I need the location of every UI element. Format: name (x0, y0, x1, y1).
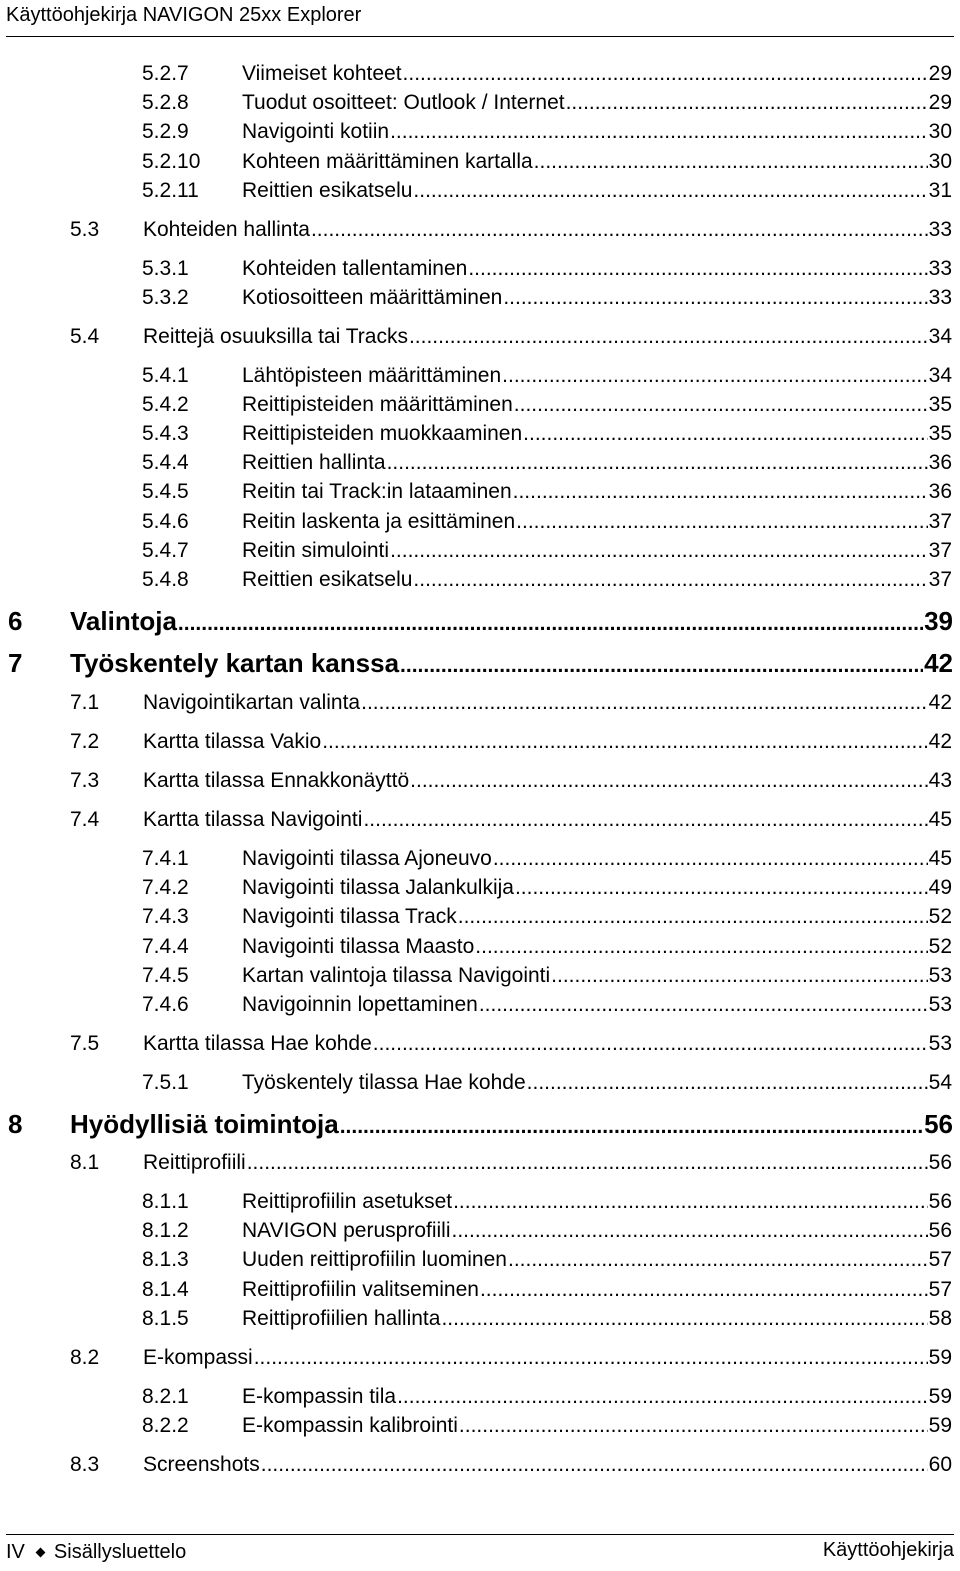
toc-entry-page: 37 (928, 568, 952, 591)
dot-leader (479, 993, 928, 1017)
toc-entry-number: 7.4 (70, 808, 100, 831)
toc-entry-page: 31 (928, 179, 952, 202)
dot-leader (413, 179, 927, 203)
toc-entry-number: 5.4.8 (142, 568, 189, 591)
toc-entry-page: 35 (928, 422, 952, 445)
toc-entry-number: 8.2.1 (142, 1385, 189, 1408)
toc-entry-title: Reitin laskenta ja esittäminen (242, 510, 516, 533)
dot-leader (527, 1071, 928, 1095)
toc-entry-page: 33 (928, 286, 952, 309)
dot-leader (493, 847, 928, 871)
toc-entry-title: Navigoinnin lopettaminen (242, 993, 478, 1016)
toc-entry-title: Reittien hallinta (242, 451, 386, 474)
toc-entry-page: 34 (928, 364, 952, 387)
toc-entry-page: 59 (928, 1385, 952, 1408)
dot-leader (458, 905, 928, 929)
toc-entry-title: Navigointi tilassa Track (242, 905, 457, 928)
dot-leader (459, 1414, 928, 1438)
dot-leader (311, 218, 928, 242)
toc-entry-page: 35 (928, 393, 952, 416)
toc-entry[interactable] (142, 1385, 952, 1409)
toc-entry-page: 56 (924, 1109, 953, 1139)
dot-leader (178, 612, 923, 636)
diamond-separator-icon (35, 1547, 45, 1557)
dot-leader (468, 257, 927, 281)
toc-entry[interactable] (142, 179, 952, 203)
footer-doc-name: Käyttöohjekirja (822, 1539, 954, 1561)
toc-entry[interactable] (70, 218, 952, 242)
dot-leader (340, 1115, 923, 1139)
toc-entry-page: 60 (928, 1453, 952, 1476)
dot-leader (390, 539, 928, 563)
toc-entry-page: 59 (928, 1346, 952, 1369)
toc-entry-page: 49 (928, 876, 952, 899)
toc-entry-page: 52 (928, 935, 952, 958)
toc-entry-number: 5.4 (70, 325, 100, 348)
dot-leader (373, 1032, 928, 1056)
toc-entry-title: Navigointi tilassa Maasto (242, 935, 475, 958)
toc-entry[interactable] (142, 510, 952, 534)
dot-leader (516, 510, 927, 534)
toc-entry-title: Kartta tilassa Navigointi (143, 808, 363, 831)
toc-entry-number: 7.5 (70, 1032, 100, 1055)
toc-entry[interactable] (142, 62, 952, 86)
toc-entry-page: 45 (928, 847, 952, 870)
toc-entry-page: 58 (928, 1307, 952, 1330)
toc-entry-page: 57 (928, 1278, 952, 1301)
toc-entry-number: 7.3 (70, 769, 100, 792)
toc-entry-number: 5.2.11 (142, 179, 199, 202)
toc-entry-page: 56 (928, 1219, 952, 1242)
toc-entry[interactable] (70, 325, 952, 349)
toc-entry[interactable] (142, 480, 952, 504)
toc-entry-title: Uuden reittiprofiilin luominen (242, 1248, 507, 1271)
toc-entry-number: 8.1.3 (142, 1248, 189, 1271)
toc-entry-page: 54 (928, 1071, 952, 1094)
toc-entry-page: 34 (928, 325, 952, 348)
toc-entry-page: 37 (928, 510, 952, 533)
toc-entry[interactable] (142, 568, 952, 592)
toc-entry-title: Navigointi tilassa Ajoneuvo (242, 847, 492, 870)
toc-entry[interactable] (142, 422, 952, 446)
toc-entry-number: 5.3 (70, 218, 100, 241)
toc-entry-title: Reittipisteiden muokkaaminen (242, 422, 523, 445)
toc-entry-page: 33 (928, 218, 952, 241)
toc-entry[interactable] (142, 150, 952, 174)
toc-entry-title: NAVIGON perusprofiili (242, 1219, 451, 1242)
toc-entry-number: 5.4.5 (142, 480, 189, 503)
toc-entry[interactable] (142, 1414, 952, 1438)
toc-entry-page: 39 (924, 606, 953, 636)
toc-entry-title: E-kompassin kalibrointi (242, 1414, 458, 1437)
toc-entry-number: 5.2.8 (142, 91, 189, 114)
toc-entry-page: 30 (928, 150, 952, 173)
dot-leader (480, 1278, 928, 1302)
toc-entry[interactable] (142, 451, 952, 475)
toc-entry-title: Screenshots (143, 1453, 260, 1476)
toc-entry-number: 5.2.10 (142, 150, 201, 173)
toc-entry-title: Kartta tilassa Hae kohde (143, 1032, 372, 1055)
toc-entry[interactable] (142, 539, 952, 563)
dot-leader (514, 393, 928, 417)
toc-entry-number: 6 (8, 606, 23, 636)
toc-entry[interactable] (70, 808, 952, 832)
toc-entry-number: 5.4.1 (142, 364, 189, 387)
toc-entry-title: Lähtöpisteen määrittäminen (242, 364, 502, 387)
toc-entry-number: 8.1.5 (142, 1307, 189, 1330)
dot-leader (452, 1219, 928, 1243)
toc-entry[interactable] (142, 364, 952, 388)
toc-entry[interactable] (142, 993, 952, 1017)
dot-leader (503, 286, 927, 310)
toc-entry-title: Kotiosoitteen määrittäminen (242, 286, 503, 309)
toc-entry-title: Reittiprofiilin asetukset (242, 1190, 453, 1213)
dot-leader (453, 1190, 928, 1214)
toc-entry-title: Kartan valintoja tilassa Navigointi (242, 964, 551, 987)
toc-entry-page: 42 (924, 648, 953, 678)
toc-entry-page: 53 (928, 993, 952, 1016)
toc-entry-number: 5.3.1 (142, 257, 189, 280)
toc-entry-page: 33 (928, 257, 952, 280)
toc-entry-number: 7 (8, 648, 23, 678)
toc-entry-title: E-kompassin tila (242, 1385, 397, 1408)
toc-entry[interactable] (142, 1219, 952, 1243)
toc-entry-number: 5.3.2 (142, 286, 189, 309)
dot-leader (254, 1346, 928, 1370)
toc-entry-page: 45 (928, 808, 952, 831)
toc-entry-page: 29 (928, 91, 952, 114)
toc-entry-title: Työskentely kartan kanssa (70, 648, 400, 678)
toc-entry-page: 57 (928, 1248, 952, 1271)
toc-entry-title: Kohteiden hallinta (143, 218, 310, 241)
toc-entry-title: Tuodut osoitteet: Outlook / Internet (242, 91, 565, 114)
toc-entry-page: 30 (928, 120, 952, 143)
toc-entry[interactable] (70, 1032, 952, 1056)
dot-leader (410, 769, 927, 793)
toc-entry-page: 37 (928, 539, 952, 562)
toc-entry[interactable] (70, 1346, 952, 1370)
toc-entry-number: 7.1 (70, 691, 100, 714)
toc-entry[interactable] (142, 1071, 952, 1095)
toc-entry-number: 7.5.1 (142, 1071, 189, 1094)
dot-leader (247, 1151, 928, 1175)
toc-entry-title: Reittejä osuuksilla tai Tracks (143, 325, 408, 348)
dot-leader (475, 935, 927, 959)
dot-leader (551, 964, 927, 988)
dot-leader (566, 91, 928, 115)
toc-entry-title: Reitin tai Track:in lataaminen (242, 480, 512, 503)
toc-entry-title: Kartta tilassa Ennakkonäyttö (143, 769, 410, 792)
toc-entry-title: Kartta tilassa Vakio (143, 730, 322, 753)
toc-entry[interactable] (70, 691, 952, 715)
toc-entry-number: 7.2 (70, 730, 100, 753)
toc-entry-title: Reittiprofiili (143, 1151, 246, 1174)
toc-entry-number: 5.4.2 (142, 393, 189, 416)
toc-entry-title: Kohteen määrittäminen kartalla (242, 150, 533, 173)
document-title: Käyttöohjekirja NAVIGON 25xx Explorer (6, 4, 362, 26)
toc-entry-page: 42 (928, 691, 952, 714)
toc-entry[interactable] (142, 876, 952, 900)
toc-entry-page: 36 (928, 480, 952, 503)
toc-entry[interactable] (142, 935, 952, 959)
toc-entry-number: 7.4.2 (142, 876, 189, 899)
toc-entry-page: 42 (928, 730, 952, 753)
toc-entry-number: 5.4.4 (142, 451, 189, 474)
toc-entry-number: 7.4.4 (142, 935, 189, 958)
toc-entry-number: 8.1.1 (142, 1190, 189, 1213)
toc-entry[interactable] (142, 286, 952, 310)
dot-leader (400, 654, 923, 678)
dot-leader (413, 568, 927, 592)
toc-entry[interactable] (70, 769, 952, 793)
toc-entry-number: 5.4.7 (142, 539, 189, 562)
toc-entry-number: 8.1 (70, 1151, 100, 1174)
toc-entry-title: Navigointi kotiin (242, 120, 390, 143)
toc-entry[interactable] (8, 1109, 953, 1140)
toc-entry-page: 29 (928, 62, 952, 85)
toc-entry-number: 8.1.4 (142, 1278, 189, 1301)
toc-entry[interactable] (142, 1248, 952, 1272)
toc-entry-number: 8.2.2 (142, 1414, 189, 1437)
dot-leader (387, 451, 928, 475)
toc-entry-number: 7.4.6 (142, 993, 189, 1016)
toc-entry-number: 7.4.1 (142, 847, 189, 870)
toc-entry[interactable] (142, 1278, 952, 1302)
toc-entry-page: 52 (928, 905, 952, 928)
toc-entry-number: 5.4.6 (142, 510, 189, 533)
toc-entry-page: 53 (928, 1032, 952, 1055)
toc-entry[interactable] (142, 120, 952, 144)
toc-entry[interactable] (8, 648, 953, 679)
toc-entry-number: 5.2.7 (142, 62, 189, 85)
toc-entry-page: 43 (928, 769, 952, 792)
toc-entry[interactable] (142, 393, 952, 417)
dot-leader (508, 1248, 928, 1272)
toc-entry-number: 5.2.9 (142, 120, 189, 143)
dot-leader (409, 325, 928, 349)
page-footer (6, 1534, 954, 1569)
toc-entry-title: Hyödyllisiä toimintoja (70, 1109, 339, 1139)
toc-entry-title: Reittiprofiilin valitseminen (242, 1278, 479, 1301)
toc-entry[interactable] (142, 257, 952, 281)
dot-leader (441, 1307, 927, 1331)
toc-entry-title: Reittien esikatselu (242, 179, 413, 202)
dot-leader (261, 1453, 928, 1477)
toc-entry-number: 5.4.3 (142, 422, 189, 445)
toc-entry[interactable] (70, 1453, 952, 1477)
dot-leader (502, 364, 927, 388)
toc-entry-title: Valintoja (70, 606, 177, 636)
section-name: Sisällysluettelo (53, 1541, 187, 1563)
toc-entry-title: Navigointikartan valinta (143, 691, 361, 714)
toc-entry[interactable] (8, 606, 953, 637)
dot-leader (534, 150, 928, 174)
toc-entry-title: Työskentely tilassa Hae kohde (242, 1071, 526, 1094)
toc-entry-title: Kohteiden tallentaminen (242, 257, 468, 280)
toc-entry-title: Reitin simulointi (242, 539, 390, 562)
toc-entry-title: Reittien esikatselu (242, 568, 413, 591)
toc-entry-number: 7.4.3 (142, 905, 189, 928)
toc-entry[interactable] (142, 1190, 952, 1214)
dot-leader (322, 730, 927, 754)
toc-entry-page: 56 (928, 1190, 952, 1213)
toc-entry[interactable] (142, 91, 952, 115)
toc-entry[interactable] (142, 1307, 952, 1331)
toc-entry-title: E-kompassi (143, 1346, 253, 1369)
toc-entry-number: 8.1.2 (142, 1219, 189, 1242)
dot-leader (397, 1385, 928, 1409)
toc-entry-page: 56 (928, 1151, 952, 1174)
toc-entry[interactable] (142, 964, 952, 988)
toc-entry-title: Navigointi tilassa Jalankulkija (242, 876, 514, 899)
toc-entry-page: 53 (928, 964, 952, 987)
dot-leader (390, 120, 928, 144)
dot-leader (523, 422, 927, 446)
dot-leader (361, 691, 928, 715)
toc-entry-title: Reittiprofiilien hallinta (242, 1307, 441, 1330)
dot-leader (363, 808, 927, 832)
toc-entry-page: 59 (928, 1414, 952, 1437)
toc-entry-title: Viimeiset kohteet (242, 62, 402, 85)
dot-leader (515, 876, 928, 900)
toc-entry[interactable] (142, 905, 952, 929)
toc-entry[interactable] (70, 730, 952, 754)
toc-entry-page: 36 (928, 451, 952, 474)
toc-entry-number: 7.4.5 (142, 964, 189, 987)
dot-leader (513, 480, 928, 504)
toc-entry[interactable] (70, 1151, 952, 1175)
dot-leader (403, 62, 928, 86)
toc-entry[interactable] (142, 847, 952, 871)
toc-entry-title: Reittipisteiden määrittäminen (242, 393, 513, 416)
page-number: IV (6, 1541, 25, 1563)
toc-entry-number: 8.3 (70, 1453, 100, 1476)
toc-entry-number: 8.2 (70, 1346, 100, 1369)
toc-entry-number: 8 (8, 1109, 23, 1139)
